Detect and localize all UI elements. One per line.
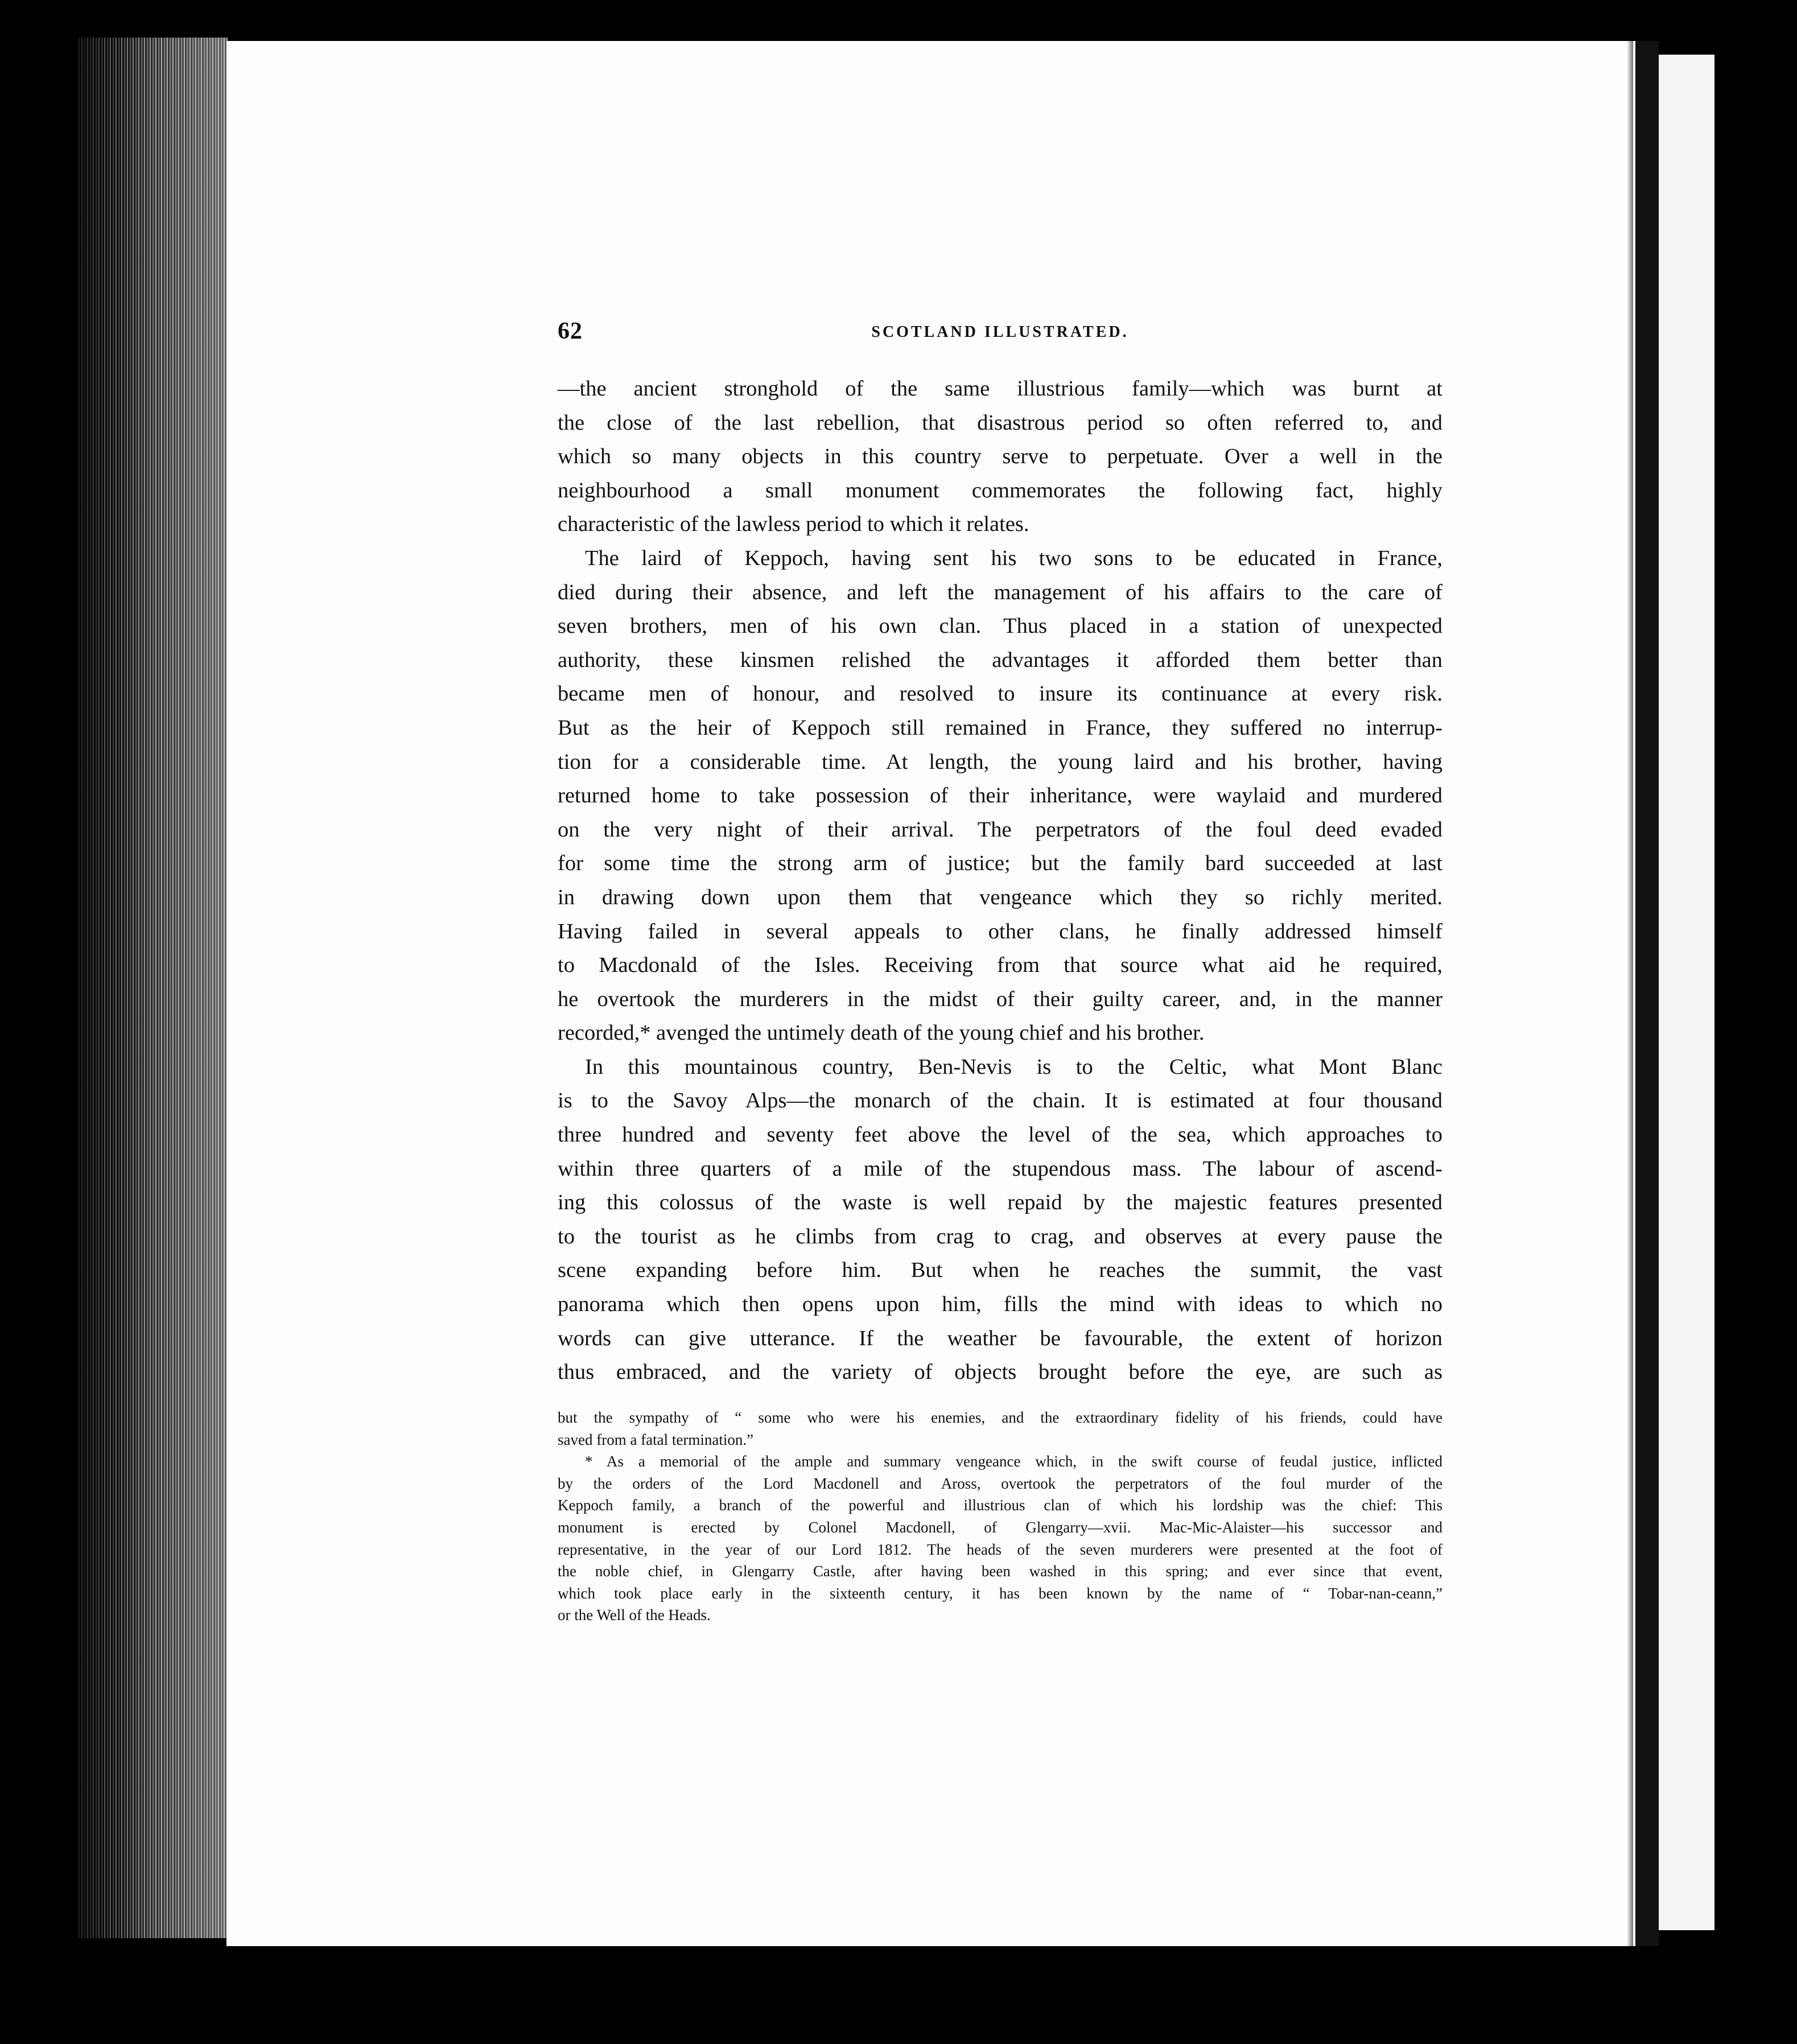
text-line: is to the Savoy Alps—the monarch of the chain. It is estimated at four thousand (558, 1089, 1442, 1113)
paragraph-1 (558, 372, 1442, 542)
text-line: words can give utterance. If the weather be favourable, the extent of horizon (558, 1326, 1442, 1350)
text-line: In this mountainous country, Ben-Nevis is to the Celtic, what Mont Blanc (585, 1054, 1442, 1079)
text-line: tion for a considerable time. At length, the young laird and his brother, having (558, 749, 1442, 774)
text-line: thus embraced, and the variety of objects brought before the eye, are such as (558, 1360, 1442, 1384)
footnote-line: which took place early in the sixteenth century, it has been known by the name of “ Tobar-nan-ceann,” (558, 1584, 1442, 1602)
text-line: returned home to take possession of their inheritance, were waylaid and murdered (558, 784, 1442, 808)
text-line: for some time the strong arm of justice; but the family bard succeeded at last (558, 851, 1442, 876)
text-line: recorded,* avenged the untimely death of the young chief and his brother. (558, 1021, 1205, 1045)
paragraph-3 (558, 1050, 1442, 1390)
text-line: which so many objects in this country serve to perpetuate. Over a well in the (558, 444, 1442, 469)
text-line: within three quarters of a mile of the stupendous mass. The labour of ascend- (558, 1156, 1442, 1181)
footnote-continued (558, 1407, 1442, 1450)
gutter-shadow (1633, 41, 1659, 1946)
text-line: But as the heir of Keppoch still remained in France, they suffered no interrup- (558, 715, 1442, 740)
footnote-line: * As a memorial of the ample and summary vengeance which, in the swift course of feudal justice, inflicted (585, 1453, 1442, 1470)
text-line: —the ancient stronghold of the same illustrious family—which was burnt at (558, 377, 1442, 401)
scan-top-band (0, 0, 1797, 47)
footnotes (558, 1407, 1442, 1626)
text-line: to Macdonald of the Isles. Receiving from that source what aid he required, (558, 953, 1442, 978)
page-gutter-shade (1627, 41, 1633, 1946)
text-line: authority, these kinsmen relished the advantages it afforded them better than (558, 648, 1442, 672)
text-line: the close of the last rebellion, that disastrous period so often referred to, and (558, 410, 1442, 435)
text-line: he overtook the murderers in the midst of their guilty career, and, in the manner (558, 987, 1442, 1011)
text-line: panorama which then opens upon him, fills the mind with ideas to which no (558, 1292, 1442, 1317)
text-line: died during their absence, and left the management of his affairs to the care of (558, 580, 1442, 604)
text-line: in drawing down upon them that vengeance which they so richly merited. (558, 885, 1442, 909)
body-text (558, 372, 1442, 1390)
text-line: scene expanding before him. But when he reaches the summit, the vast (558, 1258, 1442, 1283)
text-line: seven brothers, men of his own clan. Thus placed in a station of unexpected (558, 614, 1442, 638)
footnote-line: saved from a fatal termination.” (558, 1431, 754, 1448)
text-line: Having failed in several appeals to other clans, he finally addressed himself (558, 919, 1442, 943)
footnote-line: representative, in the year of our Lord 1812. The heads of the seven murderers were presented at the foot of (558, 1540, 1442, 1558)
footnote-line: the noble chief, in Glengarry Castle, after having been washed in this spring; and ever since that event, (558, 1563, 1442, 1580)
next-page-sliver (1659, 55, 1714, 1930)
book-page-edges (77, 38, 228, 1938)
text-line: on the very night of their arrival. The perpetrators of the foul deed evaded (558, 817, 1442, 842)
paragraph-2 (558, 542, 1442, 1050)
footnote-asterisk (558, 1450, 1442, 1626)
footnote-line: Keppoch family, a branch of the powerful and illustrious clan of which his lordship was the chief: This (558, 1497, 1442, 1514)
page-number: 62 (558, 318, 583, 344)
text-line: ing this colossus of the waste is well repaid by the majestic features presented (558, 1190, 1442, 1215)
text-line: characteristic of the lawless period to which it relates. (558, 512, 1029, 537)
footnote-line: monument is erected by Colonel Macdonell, of Glengarry—xvii. Mac-Mic-Alaister—his successor and (558, 1518, 1442, 1536)
text-line: neighbourhood a small monument commemorates the following fact, highly (558, 478, 1442, 502)
text-line: The laird of Keppoch, having sent his two sons to be educated in France, (585, 546, 1442, 570)
text-line: three hundred and seventy feet above the level of the sea, which approaches to (558, 1123, 1442, 1147)
text-line: became men of honour, and resolved to insure its continuance at every risk. (558, 682, 1442, 706)
text-line: to the tourist as he climbs from crag to crag, and observes at every pause the (558, 1224, 1442, 1248)
footnote-line: or the Well of the Heads. (558, 1606, 711, 1624)
footnote-line: but the sympathy of “ some who were his enemies, and the extraordinary fidelity of his friends, could have (558, 1409, 1442, 1426)
footnote-line: by the orders of the Lord Macdonell and Aross, overtook the perpetrators of the foul murder of the (558, 1474, 1442, 1492)
page-header (558, 318, 1442, 348)
running-title: SCOTLAND ILLUSTRATED. (871, 323, 1129, 341)
